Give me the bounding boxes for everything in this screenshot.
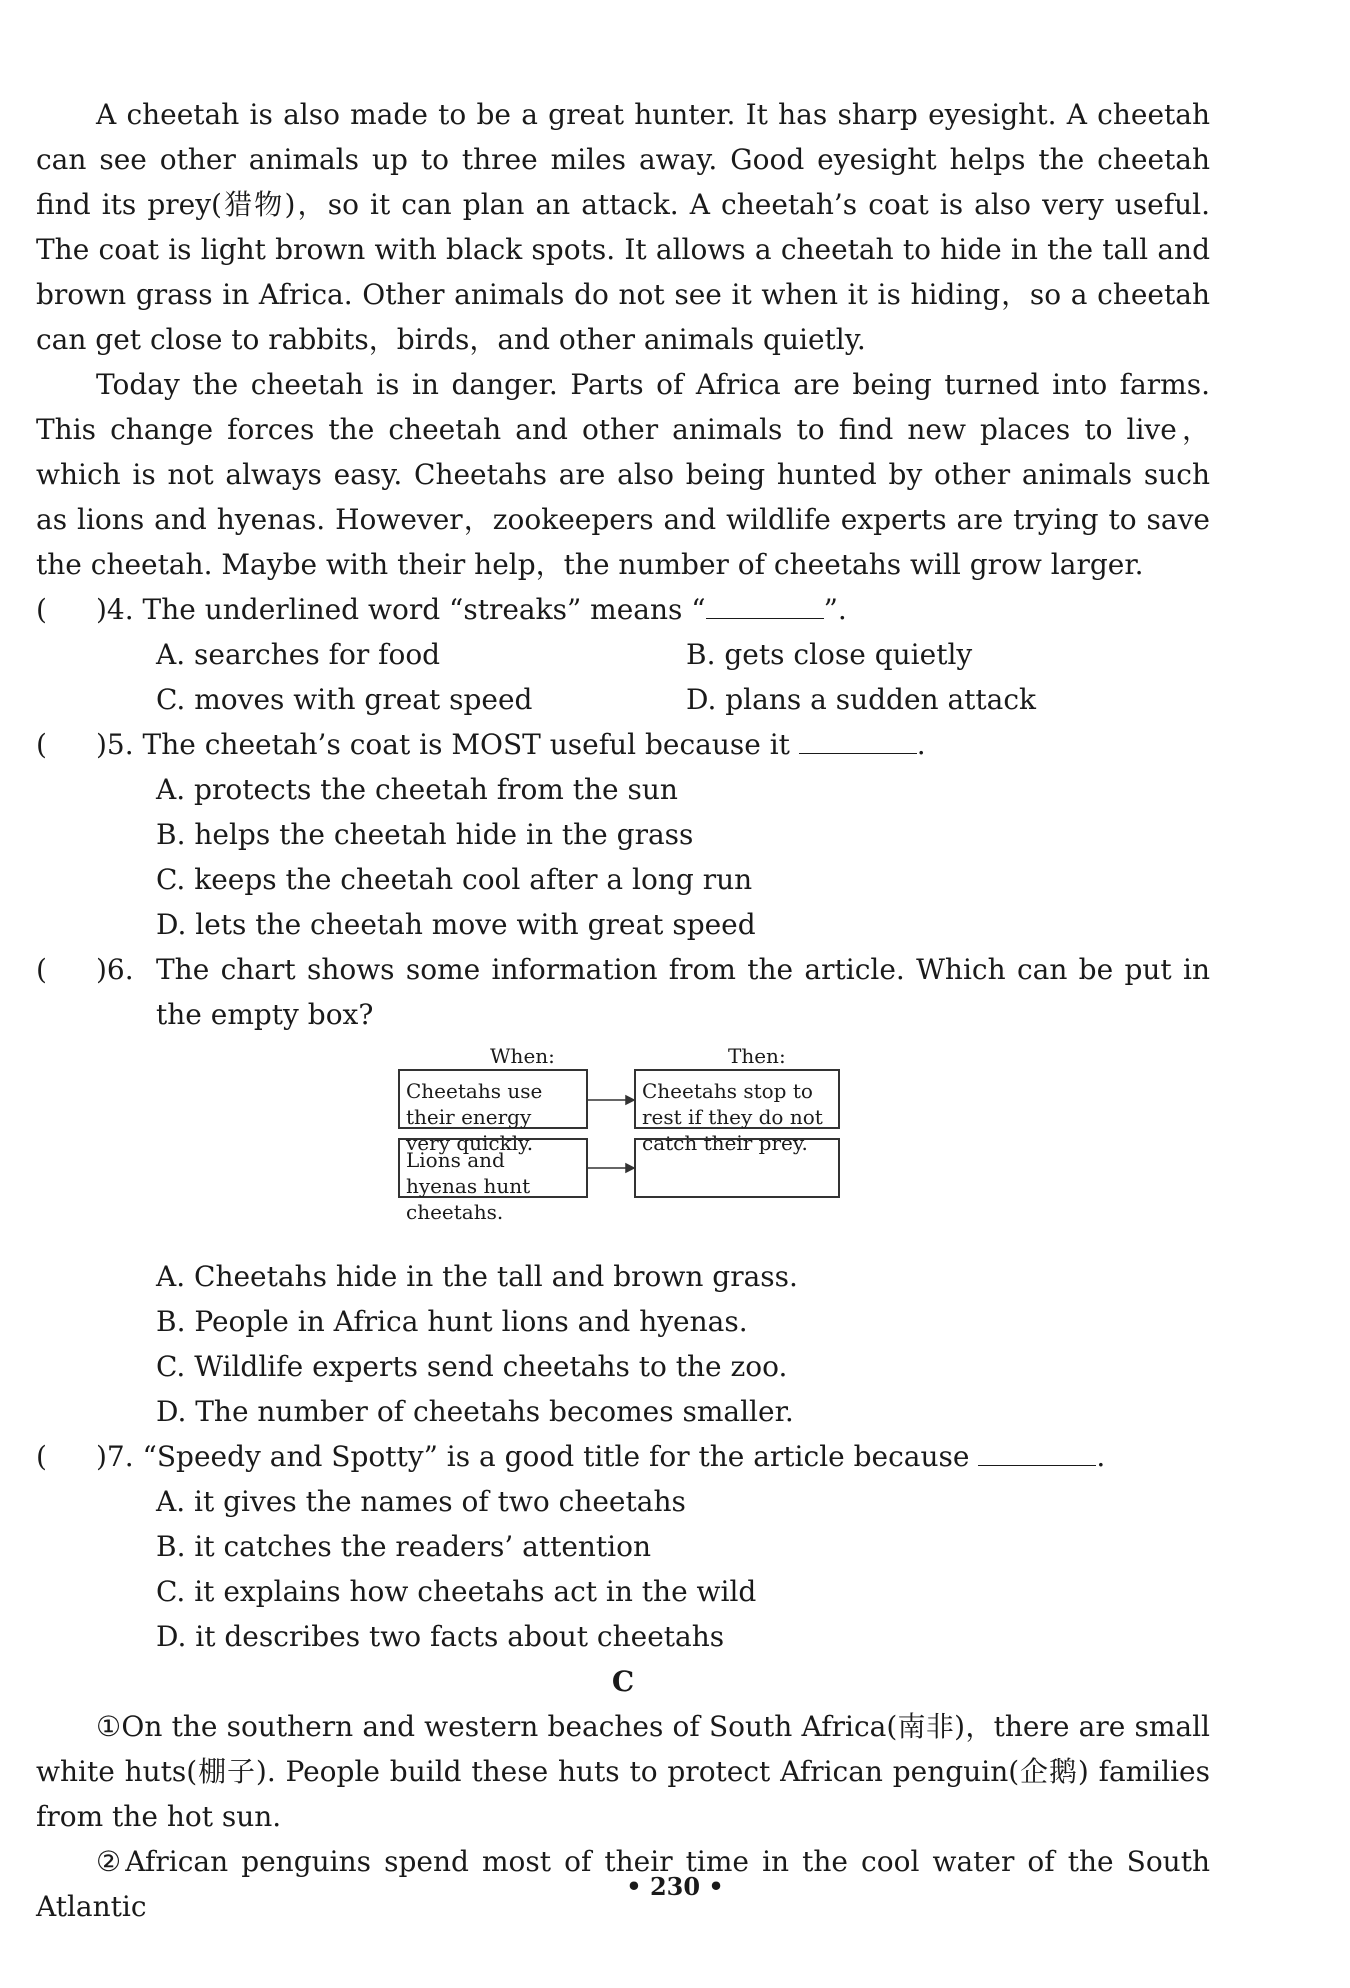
option-a: A. it gives the names of two cheetahs [156, 1485, 686, 1518]
option-d: D. it describes two facts about cheetahs [156, 1620, 725, 1653]
question-stem: The chart shows some information from the article. Which can be put in the empty box? [156, 953, 1210, 1031]
question-number: )5. [96, 728, 134, 761]
question-5: ( )5. The cheetah’s coat is MOST useful because it . [36, 722, 1210, 767]
option-a: A. protects the cheetah from the sun [156, 773, 678, 806]
passage-b-paragraph-1: A cheetah is also made to be a great hunter. It has sharp eyesight. A cheetah can see other animals up to three miles away. Good eyesight helps the cheetah find its prey(猎物)，so it can plan an attack. A cheetah’s coat is also very useful. The coat is light brown with black spots. It allows a cheetah to hide in the tall and brown grass in Africa. Other animals do not see it when it is hiding，so a cheetah can get close to rabbits，birds，and other animals quietly. [36, 98, 1210, 356]
question-number: )6. [96, 953, 134, 986]
option-b: B. helps the cheetah hide in the grass [156, 818, 694, 851]
answer-paren: ( [36, 953, 47, 986]
option-c: C. keeps the cheetah cool after a long run [156, 863, 753, 896]
option-d: D. The number of cheetahs becomes smaller. [156, 1395, 794, 1428]
exam-page [36, 92, 1210, 1929]
row2-when-box: Lions and hyenas hunt cheetahs. [398, 1138, 588, 1198]
question-stem: The underlined word “streaks” means “ [142, 593, 706, 626]
option-c: C. moves with great speed [156, 683, 533, 716]
arrow-row2 [588, 1164, 634, 1172]
when-label: When: [490, 1044, 555, 1068]
section-c-title: C [611, 1665, 635, 1698]
answer-paren: ( [36, 728, 47, 761]
question-stem: The cheetah’s coat is MOST useful because it [142, 728, 799, 761]
option-d: D. plans a sudden attack [686, 683, 1037, 716]
option-b: B. People in Africa hunt lions and hyenas. [156, 1305, 748, 1338]
question-5-options [36, 767, 1210, 947]
answer-blank [978, 1437, 1096, 1466]
question-4-options [36, 632, 1210, 722]
when-then-chart [398, 1043, 998, 1248]
row1-when-box: Cheetahs use their energy very quickly. [398, 1069, 588, 1129]
question-4: ( )4. The underlined word “streaks” means “ ”. [36, 587, 1210, 632]
page-number: • 230 • [626, 1872, 724, 1901]
option-a: A. Cheetahs hide in the tall and brown grass. [156, 1260, 798, 1293]
question-stem: “Speedy and Spotty” is a good title for the article because [142, 1440, 979, 1473]
answer-paren: ( [36, 1440, 47, 1473]
passage-c-paragraph-2: ②African penguins spend most of their time in the cool water of the South Atlantic [36, 1845, 1210, 1923]
answer-blank [706, 590, 824, 619]
option-b: B. it catches the readers’ attention [156, 1530, 652, 1563]
answer-blank [799, 725, 917, 754]
answer-paren: ( [36, 593, 47, 626]
question-7: ( )7. “Speedy and Spotty” is a good title for the article because . [36, 1434, 1210, 1479]
option-b: B. gets close quietly [686, 638, 973, 671]
question-number: )7. [96, 1440, 134, 1473]
question-6-options [36, 1254, 1210, 1434]
passage-b-paragraph-2: Today the cheetah is in danger. Parts of Africa are being turned into farms. This change forces the cheetah and other animals to find new places to live，which is not always easy. Cheetahs are also being hunted by other animals such as lions and hyenas. However，zookeepers and wildlife experts are trying to save the cheetah. Maybe with their help，the number of cheetahs will grow larger. [36, 368, 1210, 581]
option-c: C. Wildlife experts send cheetahs to the zoo. [156, 1350, 788, 1383]
then-label: Then: [728, 1044, 786, 1068]
option-d: D. lets the cheetah move with great speed [156, 908, 756, 941]
chart-arrows [398, 1043, 998, 1248]
arrow-row1 [588, 1096, 634, 1104]
option-a: A. searches for food [156, 638, 441, 671]
row1-then-box: Cheetahs stop to rest if they do not catch their prey. [634, 1069, 840, 1129]
question-number: )4. [96, 593, 134, 626]
option-c: C. it explains how cheetahs act in the wild [156, 1575, 757, 1608]
question-7-options [36, 1479, 1210, 1659]
passage-c-paragraph-1: ①On the southern and western beaches of South Africa(南非)，there are small white huts(棚子). People build these huts to protect African penguin(企鹅) families from the hot sun. [36, 1710, 1210, 1833]
question-6 [36, 947, 1210, 1037]
